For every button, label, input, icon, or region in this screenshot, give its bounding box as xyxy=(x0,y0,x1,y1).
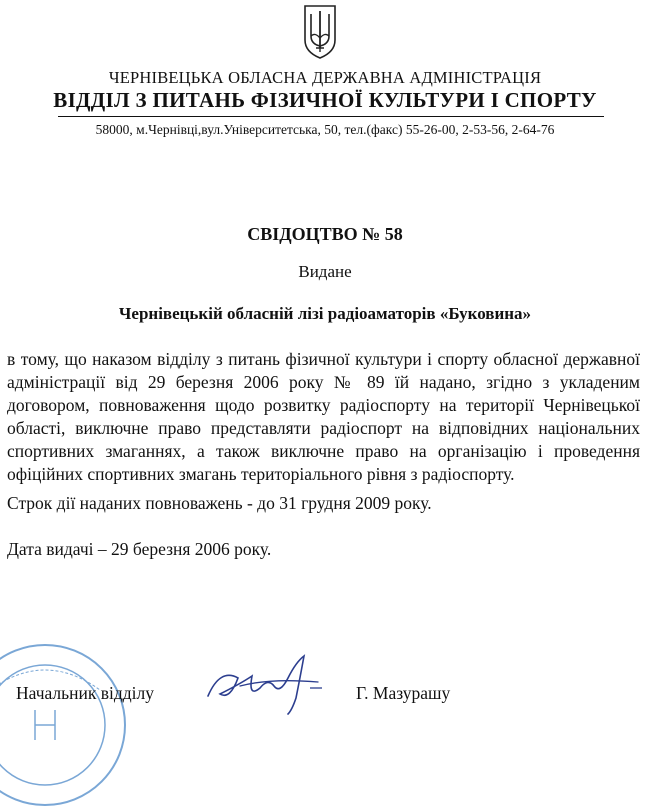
issue-date: Дата видачі – 29 березня 2006 року. xyxy=(7,539,272,559)
certificate-body: в тому, що наказом відділу з питань фізичної культури і спорту обласної державної адміністрації від 29 березня 2006 року № 89 їй надано, згідно з укладеним договором, повноваження щодо розвитку радіоспорту на території Чернівецької області, виключне право представляти радіоспорт на відповідних національних спортивних змаганнях, а також виключне право на організацію і проведення офіційних спортивних змагань територіального рівня з радіоспорту. xyxy=(7,349,640,484)
signatory-role: Начальник відділу xyxy=(16,683,155,703)
handwritten-signature-icon xyxy=(200,648,330,718)
header-divider xyxy=(58,116,604,117)
authority-term: Строк дії наданих повноважень - до 31 грудня 2009 року. xyxy=(7,493,432,513)
org-address: 58000, м.Чернівці,вул.Університетська, 50, тел.(факс) 55-26-00, 2-53-56, 2-64-76 xyxy=(95,122,555,137)
issued-label: Видане xyxy=(298,262,352,281)
certificate-title: СВІДОЦТВО № 58 xyxy=(247,224,403,244)
trident-emblem-icon xyxy=(301,2,339,60)
signatory-name: Г. Мазурашу xyxy=(356,683,451,703)
org-department-name: ВІДДІЛ З ПИТАНЬ ФІЗИЧНОЇ КУЛЬТУРИ І СПОРТУ xyxy=(53,88,597,112)
certificate-recipient: Чернівецькій обласній лізі радіоаматорів «Буковина» xyxy=(118,304,532,323)
org-parent-name: ЧЕРНІВЕЦЬКА ОБЛАСНА ДЕРЖАВНА АДМІНІСТРАЦІЯ xyxy=(108,68,542,87)
official-stamp-icon xyxy=(0,640,130,810)
